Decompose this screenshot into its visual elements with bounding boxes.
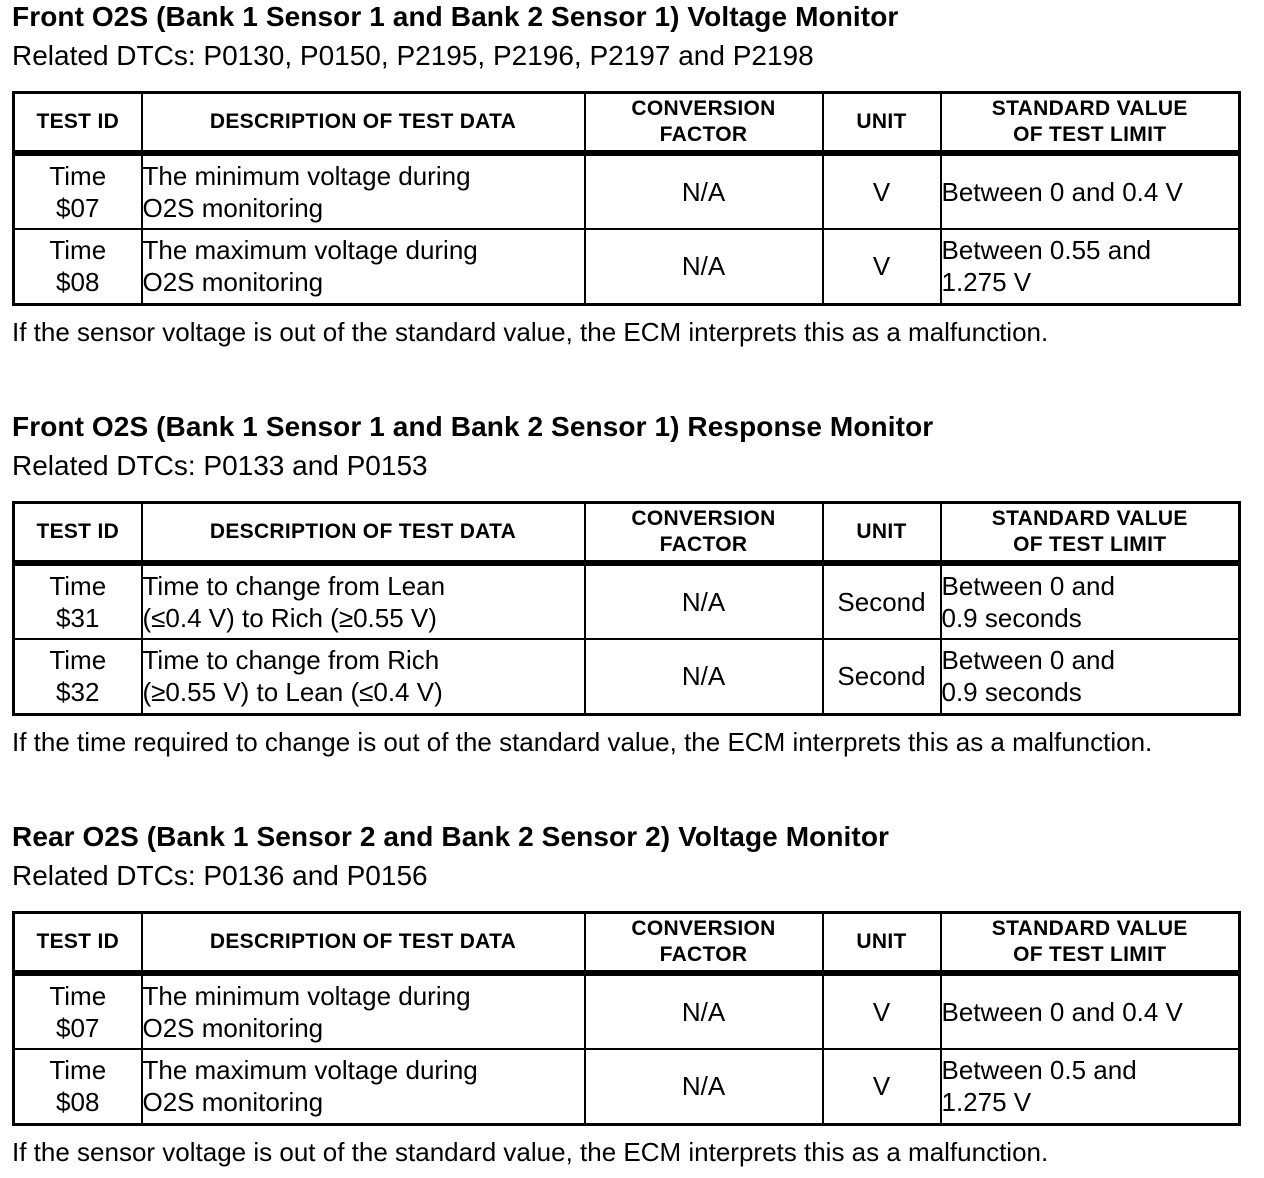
header-standard-line1: STANDARD VALUE xyxy=(991,96,1188,120)
header-test-id: TEST ID xyxy=(14,93,142,153)
standard-line2: 1.275 V xyxy=(941,1087,1032,1118)
section-title: Rear O2S (Bank 1 Sensor 2 and Bank 2 Sensor 2) Voltage Monitor xyxy=(12,821,890,852)
cell-standard-value xyxy=(941,639,1240,715)
header-conversion-line1: CONVERSION xyxy=(631,916,776,940)
header-standard-value xyxy=(941,913,1240,973)
header-test-id: TEST ID xyxy=(14,503,142,563)
header-unit: UNIT xyxy=(823,93,941,153)
header-standard-line1: STANDARD VALUE xyxy=(991,916,1188,940)
table-row xyxy=(14,973,1240,1049)
cell-unit: V xyxy=(823,229,941,305)
table-header-row xyxy=(14,93,1240,153)
cell-standard-value xyxy=(941,153,1240,229)
standard-line1: Between 0.5 and xyxy=(941,1055,1137,1086)
standard-line1: Between 0 and xyxy=(941,645,1115,676)
description-line2: O2S monitoring xyxy=(142,1087,324,1118)
test-id-code: $31 xyxy=(56,602,100,633)
description-line1: The minimum voltage during xyxy=(142,980,471,1011)
malfunction-note: If the sensor voltage is out of the standard value, the ECM interprets this as a malfunction. xyxy=(12,317,1049,347)
header-standard-line2: OF TEST LIMIT xyxy=(1013,532,1167,556)
description-line1: Time to change from Rich xyxy=(142,645,440,676)
description-line1: Time to change from Lean xyxy=(142,570,446,601)
description-line2: (≥0.55 V) to Lean (≤0.4 V) xyxy=(142,677,443,708)
test-id-code: $07 xyxy=(56,192,100,223)
related-dtcs: Related DTCs: P0130, P0150, P2195, P2196, P2197 and P2198 xyxy=(12,40,814,71)
header-conversion-line2: FACTOR xyxy=(659,532,748,556)
description-line2: O2S monitoring xyxy=(142,1012,324,1043)
header-conversion-line2: FACTOR xyxy=(659,942,748,966)
section-title: Front O2S (Bank 1 Sensor 1 and Bank 2 Sensor 1) Response Monitor xyxy=(12,411,934,442)
section-front-o2s-response-monitor xyxy=(12,410,1238,757)
header-standard-value xyxy=(941,503,1240,563)
section-front-o2s-voltage-monitor xyxy=(12,0,1238,347)
standard-line1: Between 0 and 0.4 V xyxy=(941,176,1183,207)
test-id-label: Time xyxy=(49,1055,107,1086)
header-description: DESCRIPTION OF TEST DATA xyxy=(142,93,585,153)
header-conversion-line1: CONVERSION xyxy=(631,96,776,120)
test-id-label: Time xyxy=(49,235,107,266)
cell-test-id xyxy=(14,973,142,1049)
cell-unit: V xyxy=(823,1049,941,1125)
header-standard-value xyxy=(941,93,1240,153)
cell-standard-value xyxy=(941,229,1240,305)
related-dtcs: Related DTCs: P0133 and P0153 xyxy=(12,450,428,481)
description-line2: O2S monitoring xyxy=(142,267,324,298)
header-conversion-factor xyxy=(585,93,823,153)
test-id-label: Time xyxy=(49,645,107,676)
standard-line1: Between 0 and 0.4 V xyxy=(941,996,1183,1027)
header-unit: UNIT xyxy=(823,503,941,563)
header-description: DESCRIPTION OF TEST DATA xyxy=(142,503,585,563)
cell-description xyxy=(142,973,585,1049)
test-data-table xyxy=(12,91,1241,306)
cell-test-id xyxy=(14,563,142,639)
standard-line1: Between 0 and xyxy=(941,570,1115,601)
test-id-label: Time xyxy=(49,570,107,601)
table-row xyxy=(14,639,1240,715)
cell-test-id xyxy=(14,1049,142,1125)
cell-description xyxy=(142,1049,585,1125)
cell-unit: V xyxy=(823,973,941,1049)
related-dtcs: Related DTCs: P0136 and P0156 xyxy=(12,860,428,891)
header-standard-line2: OF TEST LIMIT xyxy=(1013,942,1167,966)
test-id-code: $08 xyxy=(56,1087,100,1118)
test-id-label: Time xyxy=(49,980,107,1011)
cell-description xyxy=(142,229,585,305)
test-id-label: Time xyxy=(49,160,107,191)
table-header-row xyxy=(14,503,1240,563)
malfunction-note: If the sensor voltage is out of the standard value, the ECM interprets this as a malfunction. xyxy=(12,1137,1049,1167)
cell-unit: Second xyxy=(823,639,941,715)
cell-unit: Second xyxy=(823,563,941,639)
header-description: DESCRIPTION OF TEST DATA xyxy=(142,913,585,973)
cell-conversion-factor: N/A xyxy=(585,639,823,715)
header-test-id: TEST ID xyxy=(14,913,142,973)
table-row xyxy=(14,229,1240,305)
cell-description xyxy=(142,153,585,229)
section-rear-o2s-voltage-monitor xyxy=(12,820,1238,1167)
cell-conversion-factor: N/A xyxy=(585,153,823,229)
header-standard-line2: OF TEST LIMIT xyxy=(1013,122,1167,146)
test-id-code: $08 xyxy=(56,267,100,298)
test-id-code: $07 xyxy=(56,1012,100,1043)
test-data-table xyxy=(12,911,1241,1126)
table-row xyxy=(14,153,1240,229)
cell-test-id xyxy=(14,153,142,229)
cell-conversion-factor: N/A xyxy=(585,563,823,639)
cell-test-id xyxy=(14,229,142,305)
header-conversion-line2: FACTOR xyxy=(659,122,748,146)
cell-standard-value xyxy=(941,563,1240,639)
header-conversion-line1: CONVERSION xyxy=(631,506,776,530)
description-line1: The maximum voltage during xyxy=(142,1055,478,1086)
table-row xyxy=(14,563,1240,639)
cell-standard-value xyxy=(941,1049,1240,1125)
cell-conversion-factor: N/A xyxy=(585,973,823,1049)
cell-description xyxy=(142,563,585,639)
cell-description xyxy=(142,639,585,715)
malfunction-note: If the time required to change is out of the standard value, the ECM interprets this as a malfunction. xyxy=(12,727,1153,757)
description-line1: The maximum voltage during xyxy=(142,235,478,266)
header-standard-line1: STANDARD VALUE xyxy=(991,506,1188,530)
test-id-code: $32 xyxy=(56,677,100,708)
cell-standard-value xyxy=(941,973,1240,1049)
description-line1: The minimum voltage during xyxy=(142,160,471,191)
standard-line2: 0.9 seconds xyxy=(941,677,1082,708)
header-unit: UNIT xyxy=(823,913,941,973)
standard-line2: 1.275 V xyxy=(941,267,1032,298)
header-conversion-factor xyxy=(585,503,823,563)
table-header-row xyxy=(14,913,1240,973)
cell-conversion-factor: N/A xyxy=(585,1049,823,1125)
description-line2: (≤0.4 V) to Rich (≥0.55 V) xyxy=(142,602,437,633)
cell-test-id xyxy=(14,639,142,715)
section-title: Front O2S (Bank 1 Sensor 1 and Bank 2 Sensor 1) Voltage Monitor xyxy=(12,1,899,32)
standard-line1: Between 0.55 and xyxy=(941,235,1152,266)
cell-conversion-factor: N/A xyxy=(585,229,823,305)
header-conversion-factor xyxy=(585,913,823,973)
standard-line2: 0.9 seconds xyxy=(941,602,1082,633)
table-row xyxy=(14,1049,1240,1125)
cell-unit: V xyxy=(823,153,941,229)
description-line2: O2S monitoring xyxy=(142,192,324,223)
test-data-table xyxy=(12,501,1241,716)
